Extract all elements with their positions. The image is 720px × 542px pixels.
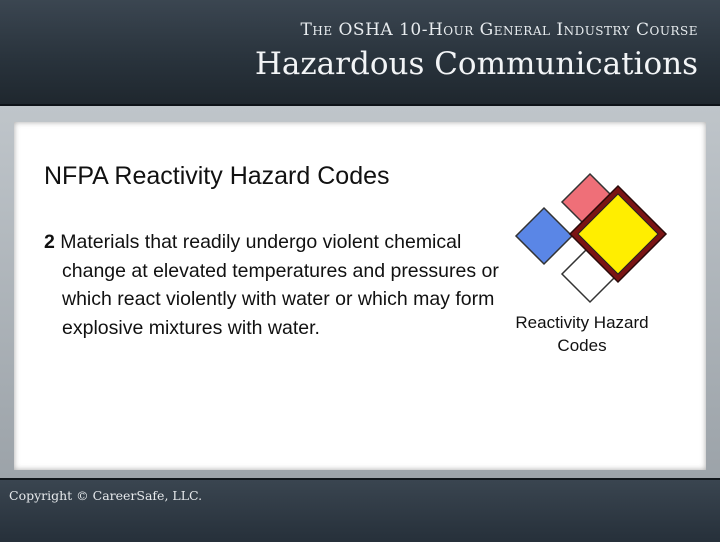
- section-title: Hazardous Communications: [254, 46, 698, 82]
- slide-title: NFPA Reactivity Hazard Codes: [44, 162, 390, 190]
- hazard-code-text: Materials that readily undergo violent chemical change at elevated temperatures and pressures or which react violently with water or which may form explosive mixtures with water.: [60, 231, 499, 339]
- hazard-code-description: [44, 228, 512, 342]
- hazard-code-number: 2: [44, 231, 55, 253]
- copyright-text: Copyright © CareerSafe, LLC.: [9, 488, 203, 503]
- diamond-caption: Reactivity Hazard Codes: [515, 313, 649, 355]
- nfpa-diamond-icon: [512, 172, 668, 304]
- health-quadrant: [516, 208, 572, 264]
- course-name: The OSHA 10-Hour General Industry Course: [300, 20, 698, 40]
